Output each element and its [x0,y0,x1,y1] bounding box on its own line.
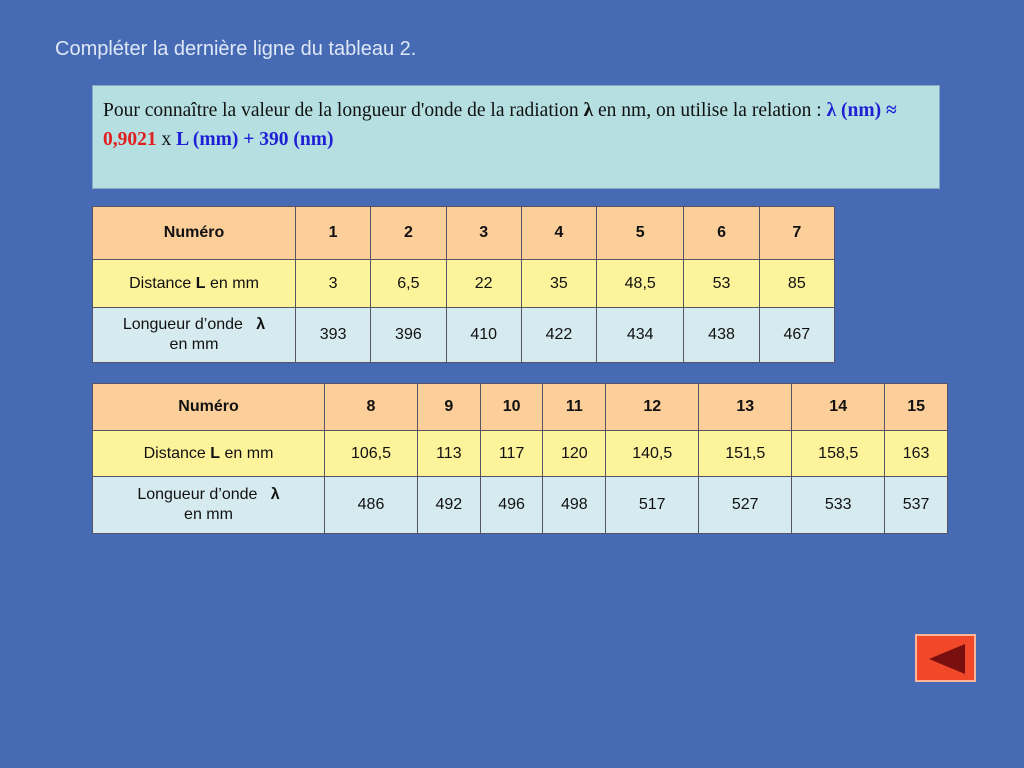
number-cell: 7 [759,207,834,260]
header-label: Numéro [93,207,296,260]
formula-lhs: λ (nm) ≈ [826,100,897,121]
wavelength-cell: 434 [597,308,684,363]
wavelength-cell: 533 [792,477,885,534]
number-cell: 10 [480,384,543,431]
wavelength-unit: en mm [184,506,233,523]
wavelength-cell: 396 [371,308,446,363]
table-1-wavelength-row [93,308,835,363]
distance-label [93,431,325,477]
number-cell: 5 [597,207,684,260]
distance-label [93,260,296,308]
wavelength-label-text: Longueur d’onde [122,316,248,333]
wavelength-label [93,308,296,363]
number-cell: 9 [417,384,480,431]
wavelength-cell: 486 [325,477,418,534]
wavelength-cell: 527 [699,477,792,534]
table-1 [92,206,835,363]
formula-coefficient: 0,9021 [103,129,157,150]
number-cell: 12 [606,384,699,431]
table-1-header-row [93,207,835,260]
distance-cell: 113 [417,431,480,477]
number-cell: 1 [296,207,371,260]
header-label: Numéro [93,384,325,431]
number-cell: 6 [684,207,759,260]
distance-unit: en mm [205,274,259,292]
info-box [92,85,940,189]
wavelength-label [93,477,325,534]
distance-cell: 151,5 [699,431,792,477]
wavelength-label-text: Longueur d’onde [137,486,262,503]
table-2 [92,383,948,534]
number-cell: 4 [521,207,596,260]
distance-cell: 3 [296,260,371,308]
distance-label-text: Distance [143,444,211,462]
wavelength-cell: 537 [885,477,948,534]
distance-cell: 140,5 [606,431,699,477]
distance-cell: 106,5 [325,431,418,477]
number-cell: 2 [371,207,446,260]
formula-times: x [156,129,177,150]
info-text-intro: Pour connaître la valeur de la longueur d'onde de la radiation [103,100,584,121]
page-title: Compléter la dernière ligne du tableau 2. [55,38,417,60]
lambda-symbol: λ [256,316,266,333]
lambda-symbol: λ [270,486,280,503]
distance-label-text: Distance [129,274,196,292]
wavelength-unit: en mm [169,336,219,353]
distance-cell: 163 [885,431,948,477]
wavelength-cell: 517 [606,477,699,534]
wavelength-cell: 467 [759,308,834,363]
distance-cell: 158,5 [792,431,885,477]
distance-symbol: L [195,274,206,292]
distance-cell: 120 [543,431,606,477]
wavelength-cell: 492 [417,477,480,534]
number-cell: 8 [325,384,418,431]
info-text-relation: en nm, on utilise la relation : [593,100,827,121]
wavelength-cell: 438 [684,308,759,363]
distance-cell: 22 [446,260,521,308]
lambda-symbol: λ [583,100,594,121]
number-cell: 3 [446,207,521,260]
back-button[interactable] [915,634,976,682]
table-2-distance-row [93,431,948,477]
wavelength-cell: 496 [480,477,543,534]
wavelength-cell: 410 [446,308,521,363]
distance-cell: 117 [480,431,543,477]
number-cell: 11 [543,384,606,431]
number-cell: 15 [885,384,948,431]
number-cell: 13 [699,384,792,431]
wavelength-cell: 498 [543,477,606,534]
wavelength-cell: 422 [521,308,596,363]
table-2-header-row [93,384,948,431]
distance-cell: 6,5 [371,260,446,308]
back-arrow-icon [927,642,967,676]
distance-symbol: L [210,444,221,462]
distance-unit: en mm [220,444,274,462]
formula-rhs: L (mm) + 390 (nm) [176,129,334,150]
number-cell: 14 [792,384,885,431]
distance-cell: 35 [521,260,596,308]
wavelength-cell: 393 [296,308,371,363]
distance-cell: 53 [684,260,759,308]
distance-cell: 85 [759,260,834,308]
table-2-wavelength-row [93,477,948,534]
distance-cell: 48,5 [597,260,684,308]
table-1-distance-row [93,260,835,308]
